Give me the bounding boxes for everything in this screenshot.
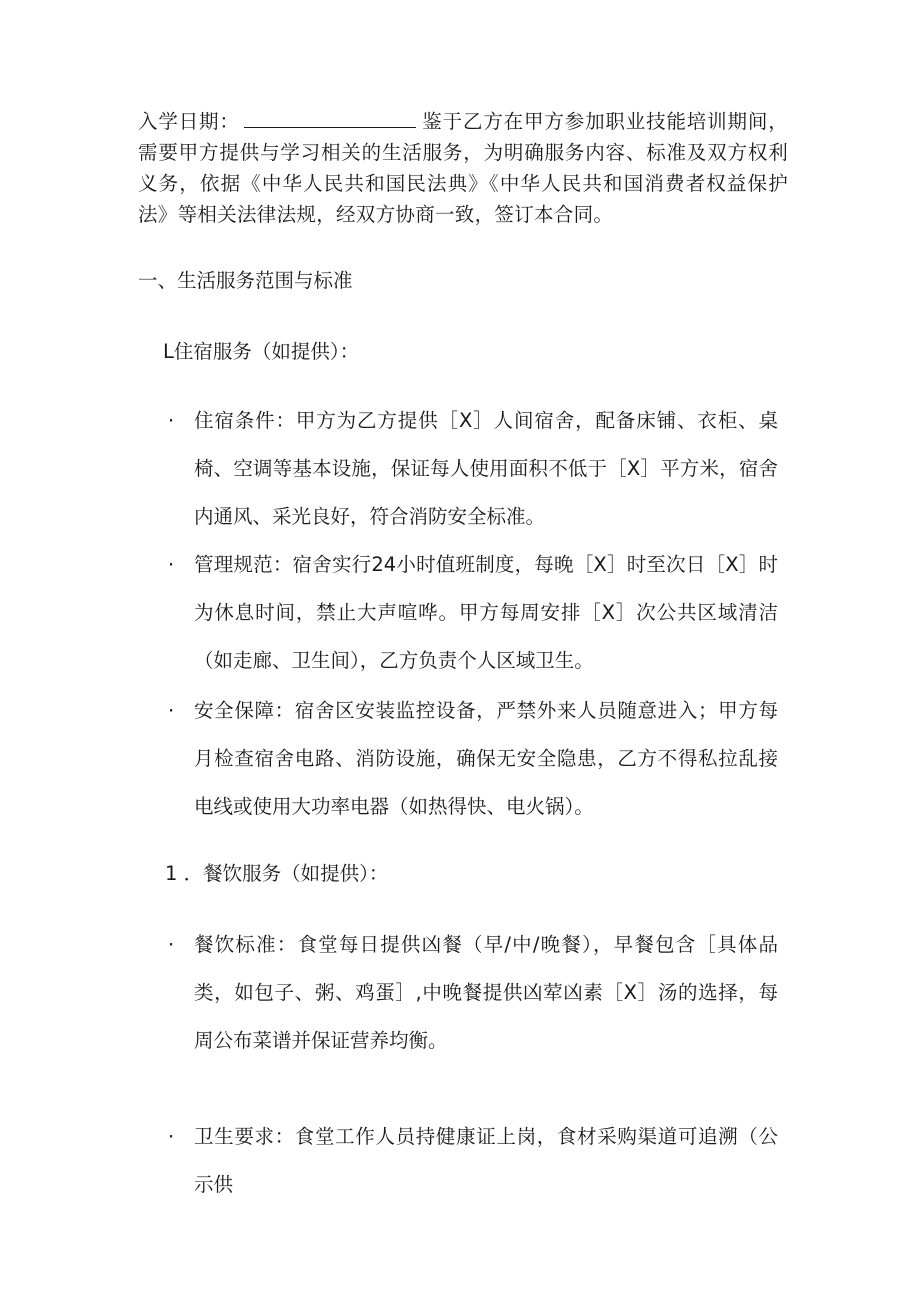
list-item (168, 541, 778, 685)
list-item-text: 住宿条件：甲方为乙方提供［X］人间宿舍，配备床铺、衣柜、桌椅、空调等基本设施，保证每人使用面积不低于［X］平方米，宿舍内通风、采光良好，符合消防安全标准。 (194, 409, 778, 528)
list-item-text: 餐饮标准：食堂每日提供凶餐（早/中/晚餐），早餐包含［具体品类，如包子、粥、鸡蛋］,中晚餐提供凶荤凶素［X］汤的选择，每周公布菜谱并保证营养均衡。 (194, 933, 778, 1052)
bullet: · (168, 933, 175, 956)
subsection-title-accommodation: L住宿服务（如提供）： (163, 340, 360, 363)
bullet: · (168, 553, 175, 576)
list-item (168, 397, 778, 541)
list-item (168, 687, 778, 831)
enrollment-date-blank (244, 107, 416, 128)
bullet: · (168, 1125, 175, 1148)
list-item (168, 1113, 778, 1209)
list-item-text: 安全保障：宿舍区安装监控设备，严禁外来人员随意进入；甲方每月检查宿舍电路、消防设施，确保无安全隐患，乙方不得私拉乱接电线或使用大功率电器（如热得快、电火锅）。 (194, 699, 778, 818)
bullet: · (168, 409, 175, 432)
intro-paragraph (138, 106, 788, 230)
list-item-text: 管理规范：宿舍实行24小时值班制度，每晚［X］时至次日［X］时为休息时间，禁止大声喧哗。甲方每周安排［X］次公共区域清洁（如走廊、卫生间），乙方负责个人区域卫生。 (194, 553, 778, 672)
list-item (168, 921, 778, 1065)
subsection-title-catering: 1 ．餐饮服务（如提供）： (165, 862, 389, 885)
enrollment-date-label: 入学日期： (138, 110, 240, 133)
list-item-text: 卫生要求：食堂工作人员持健康证上岗，食材采购渠道可追溯（公示供 (194, 1125, 778, 1196)
bullet: · (168, 699, 175, 722)
intro-text: 鉴于乙方在甲方参加职业技能培训期间，需要甲方提供与学习相关的生活服务，为明确服务内容、标准及双方权利义务，依据《中华人民共和国民法典》《中华人民共和国消费者权益保护法》等相关法律法规，经双方协商一致，签订本合同。 (138, 110, 788, 226)
section-heading: 一、生活服务范围与标准 (138, 269, 353, 292)
